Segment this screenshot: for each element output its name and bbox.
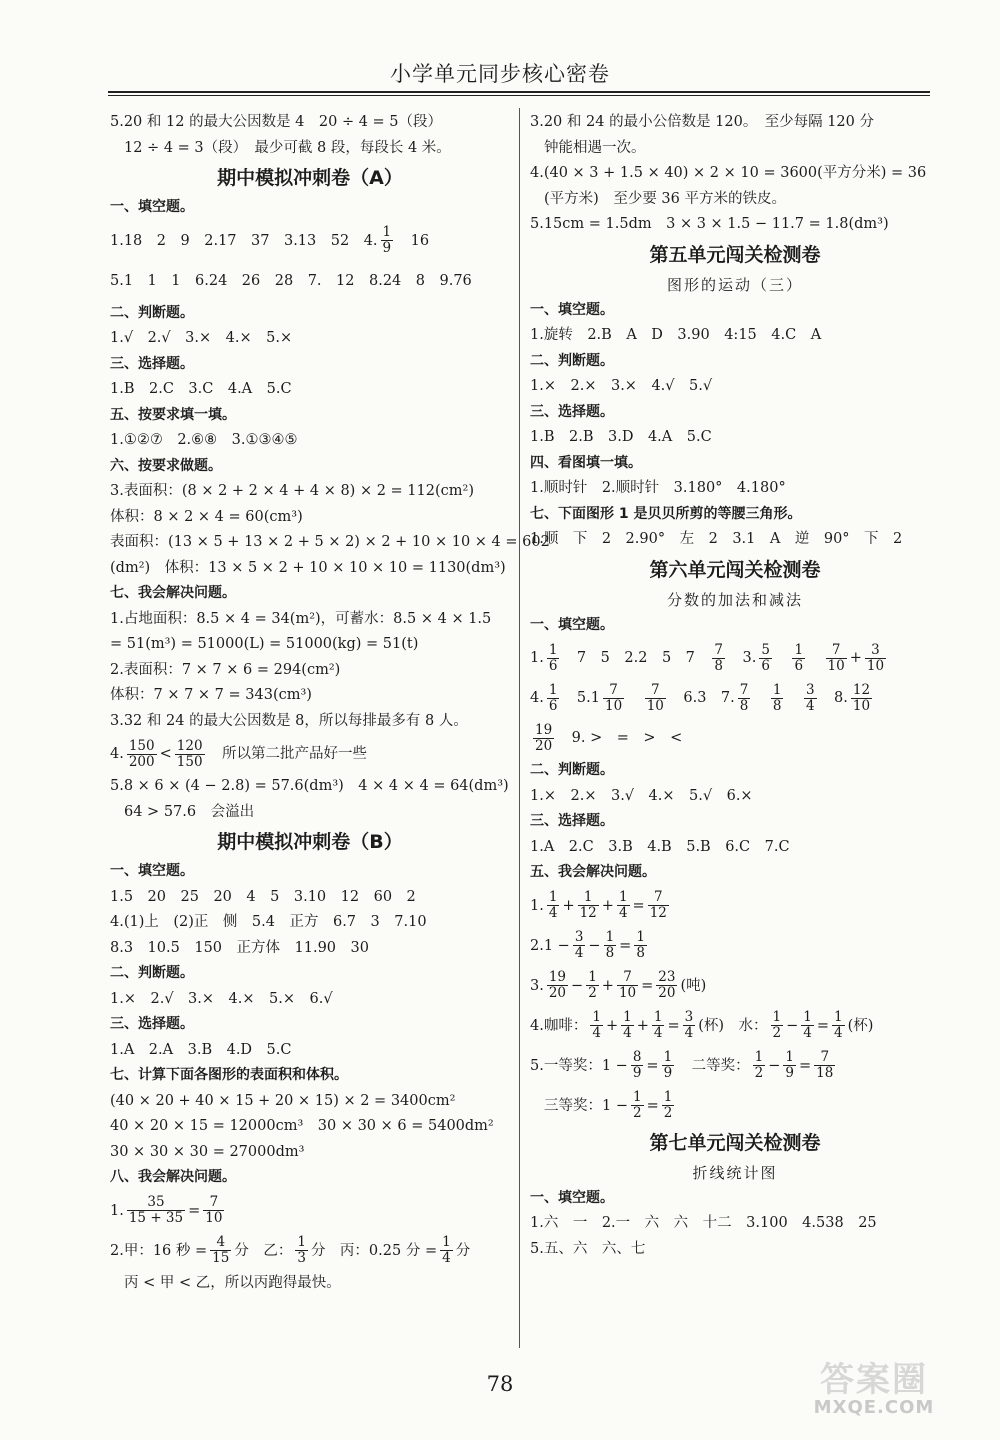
answer-text: 分 乙：	[234, 1242, 293, 1259]
answer-line: 体积：7 × 7 × 7 = 343(cm³)	[110, 687, 312, 703]
answer-line: (dm²) 体积：13 × 5 × 2 + 10 × 10 × 10 = 1130(dm³)	[110, 559, 506, 576]
fraction	[662, 1050, 675, 1081]
answer-line: (40 × 20 + 40 × 15 + 20 × 15) × 2 = 3400cm²	[110, 1092, 456, 1109]
fraction	[603, 683, 624, 714]
fraction	[652, 1010, 665, 1041]
fraction-denominator: 2	[632, 1105, 642, 1121]
answer-line: 1.B 2.C 3.C 4.A 5.C	[110, 381, 292, 397]
answer-line	[110, 1231, 510, 1271]
question-heading: 三、选择题。	[530, 813, 614, 829]
answer-line: 1.占地面积：8.5 × 4 = 34(m²)，可蓄水：8.5 × 4 × 1.5	[110, 610, 492, 627]
fraction-numerator: 1	[632, 1089, 642, 1105]
answer-line: 1.× 2.√ 3.× 4.× 5.× 6.√	[110, 990, 333, 1007]
answer-text: =	[799, 1057, 812, 1074]
section-title: 第五单元闯关检测卷	[649, 243, 821, 266]
answer-text: −	[768, 1057, 781, 1074]
answer-line: 4.(40 × 3 + 1.5 × 40) × 2 × 10 = 3600(平方分米) = 36	[530, 165, 927, 181]
fraction-numerator: 7	[603, 683, 624, 699]
fraction-denominator: 8	[636, 945, 645, 961]
answer-text: +	[601, 897, 614, 914]
answer-text: 分 丙：0.25 分 =	[310, 1242, 438, 1259]
answer-line: 1.六 一 2.一 六 六 十二 3.100 4.538 25	[530, 1215, 877, 1231]
fraction-denominator: 6	[548, 697, 558, 714]
fraction-numerator: 1	[548, 681, 558, 698]
answer-line: 表面积：(13 × 5 + 13 × 2 + 5 × 2) × 2 + 10 × 10 × 4 = 602	[110, 534, 550, 550]
answer-line: 丙 < 甲 < 乙，所以丙跑得最快。	[124, 1274, 341, 1291]
fraction-denominator: 8	[772, 697, 782, 714]
answer-text: 6.3 7.	[668, 690, 735, 706]
question-heading: 八、我会解决问题。	[110, 1169, 236, 1185]
fraction	[590, 1010, 603, 1041]
answer-line	[530, 678, 940, 718]
question-heading: 一、填空题。	[110, 863, 194, 879]
answer-line: 1.× 2.× 3.√ 4.× 5.√ 6.×	[530, 787, 753, 804]
fraction	[295, 1235, 308, 1266]
fraction	[621, 1010, 634, 1041]
fraction	[547, 683, 560, 714]
answer-text: 1.18 2 9 2.17 37 3.13 52 4.	[110, 232, 378, 249]
question-heading: 三、选择题。	[530, 403, 614, 420]
fraction	[801, 1010, 814, 1041]
fraction-numerator: 1	[794, 641, 804, 658]
answer-text: +	[601, 977, 614, 994]
answer-text	[775, 650, 790, 666]
question-heading: 三、选择题。	[110, 355, 194, 372]
fraction-numerator: 1	[548, 889, 558, 905]
fraction-numerator: 1	[442, 1234, 451, 1250]
fraction-numerator: 1	[578, 890, 599, 906]
fraction-denominator: 10	[205, 1210, 223, 1226]
answer-text: 1.	[530, 650, 544, 666]
question-heading: 三、选择题。	[110, 1016, 194, 1032]
fraction-numerator: 4	[210, 1235, 231, 1251]
fraction-numerator: 3	[805, 681, 815, 698]
fraction	[826, 643, 847, 674]
fraction-denominator: 6	[761, 657, 770, 674]
fraction-denominator: 9	[663, 1065, 673, 1081]
fraction-denominator: 8	[714, 657, 723, 674]
answer-line	[530, 718, 940, 758]
answer-text: =	[188, 1202, 201, 1219]
fraction	[712, 643, 725, 674]
fraction-denominator: 15	[212, 1250, 230, 1266]
question-heading: 六、按要求做题。	[110, 457, 222, 474]
answer-line	[530, 1086, 940, 1126]
answer-text: (杯)	[847, 1017, 874, 1034]
answer-line: 1.A 2.A 3.B 4.D 5.C	[110, 1041, 292, 1058]
fraction	[604, 930, 617, 961]
answer-text: 4.咖啡：	[530, 1017, 588, 1034]
answer-text: =	[816, 1017, 830, 1034]
fraction-numerator: 8	[632, 1049, 642, 1065]
answer-line: 64 > 57.6 会溢出	[124, 803, 255, 820]
answer-line: 5.20 和 12 的最大公因数是 4 20 ÷ 4 = 5（段）	[110, 114, 443, 130]
question-heading: 四、看图填一填。	[530, 454, 642, 471]
answer-line	[530, 1006, 940, 1046]
answer-line	[530, 926, 940, 966]
fraction-numerator: 7	[645, 683, 666, 699]
answer-text: 二等奖：	[677, 1057, 750, 1074]
fraction-denominator: 2	[588, 985, 597, 1001]
question-heading: 二、判断题。	[110, 965, 194, 981]
fraction-denominator: 20	[548, 985, 567, 1001]
answer-line: 体积：8 × 2 × 4 = 60(cm³)	[110, 508, 303, 525]
answer-text: <	[159, 746, 172, 762]
fraction	[573, 930, 586, 961]
fraction-numerator: 1	[834, 1009, 843, 1025]
answer-text: 8.	[819, 690, 848, 706]
answer-text: 1.	[530, 897, 544, 914]
watermark-logo: 答案圈	[820, 1360, 928, 1400]
fraction-numerator: 7	[648, 890, 669, 906]
answer-text: 2.甲：16 秒 =	[110, 1242, 208, 1259]
fraction-numerator: 1	[605, 929, 615, 945]
fraction	[547, 643, 560, 674]
answer-line: 5.1 1 1 6.24 26 28 7. 12 8.24 8 9.76	[110, 272, 472, 289]
fraction	[127, 1195, 185, 1226]
question-heading: 二、判断题。	[530, 762, 614, 778]
answer-line: 3.20 和 24 的最小公倍数是 120。 至少每隔 120 分	[530, 114, 874, 130]
answer-line: 钟能相遇一次。	[544, 139, 646, 156]
fraction-denominator: 9	[382, 240, 392, 256]
fraction	[783, 1050, 796, 1081]
answer-text: 9. > = > <	[557, 730, 683, 746]
question-heading: 七、计算下面各图形的表面积和体积。	[110, 1067, 348, 1083]
fraction-denominator: 12	[649, 905, 667, 921]
fraction-denominator: 10	[866, 657, 885, 674]
fraction-numerator: 1	[772, 1009, 782, 1025]
fraction-denominator: 15 + 35	[128, 1210, 184, 1226]
answer-text	[627, 690, 642, 706]
fraction-denominator: 4	[803, 1025, 812, 1041]
fraction-denominator: 4	[618, 905, 628, 921]
fraction	[210, 1235, 231, 1266]
fraction	[759, 643, 772, 674]
fraction-numerator: 7	[826, 643, 847, 659]
fraction	[617, 970, 638, 1001]
fraction-numerator: 1	[588, 969, 597, 985]
answer-text	[786, 690, 801, 706]
section-subtitle: 折线统计图	[692, 1163, 778, 1182]
fraction	[578, 890, 599, 921]
answer-text: 3.	[530, 977, 544, 994]
answer-text: 2.1 −	[530, 937, 570, 954]
fraction-denominator: 2	[772, 1025, 782, 1041]
answer-text: 5.一等奖：1 −	[530, 1057, 628, 1074]
fraction	[648, 890, 669, 921]
fraction-denominator: 18	[816, 1065, 834, 1081]
fraction-denominator: 4	[442, 1250, 451, 1266]
fraction-denominator: 6	[794, 657, 804, 674]
question-heading: 七、我会解决问题。	[110, 585, 236, 601]
answer-line: 12 ÷ 4 = 3（段） 最少可截 8 段，每段长 4 米。	[124, 139, 451, 156]
answer-text: =	[619, 937, 632, 954]
question-heading: 一、填空题。	[110, 199, 194, 215]
answer-line: 1.√ 2.√ 3.× 4.× 5.×	[110, 330, 293, 346]
question-heading: 一、填空题。	[530, 616, 614, 633]
fraction-denominator: 20	[535, 737, 553, 754]
watermark	[794, 1352, 954, 1418]
fraction-numerator: 3	[865, 643, 886, 659]
fraction	[634, 930, 647, 961]
answer-line: 1.顺 下 2 2.90° 左 2 3.1 A 逆 90° 下 2	[530, 531, 903, 547]
section-subtitle: 分数的加法和减法	[666, 590, 803, 609]
fraction-denominator: 10	[827, 657, 845, 674]
question-heading: 五、我会解决问题。	[530, 864, 656, 880]
fraction-numerator: 19	[548, 969, 567, 985]
answer-line	[530, 966, 940, 1006]
fraction-numerator: 1	[623, 1009, 632, 1025]
fraction-denominator: 150	[176, 753, 203, 770]
question-heading: 二、判断题。	[110, 304, 194, 321]
section-title: 期中模拟冲刺卷（B）	[217, 831, 403, 853]
fraction-numerator: 1	[754, 1049, 764, 1065]
answer-text	[808, 650, 823, 666]
answer-text: 5.1	[562, 690, 600, 706]
answer-line: 2.表面积：7 × 7 × 6 = 294(cm²)	[110, 661, 341, 678]
fraction	[645, 683, 666, 714]
right-column	[530, 110, 940, 1262]
answer-line	[110, 734, 510, 774]
question-heading: 五、按要求填一填。	[110, 406, 236, 423]
answer-line: 30 × 30 × 30 = 27000dm³	[110, 1143, 305, 1160]
answer-text: (杯) 水：	[698, 1017, 768, 1034]
fraction-numerator: 19	[535, 721, 553, 738]
answer-text: +	[562, 897, 575, 914]
fraction-numerator: 7	[739, 681, 749, 698]
answer-line: 5.15cm = 1.5dm 3 × 3 × 1.5 − 11.7 = 1.8(dm³)	[530, 216, 889, 232]
answer-line: (平方米) 至少要 36 平方米的铁皮。	[544, 190, 786, 207]
fraction-denominator: 4	[684, 1025, 694, 1041]
answer-text: (吨)	[680, 977, 707, 994]
answer-text: 4.	[110, 746, 124, 762]
answer-line: 40 × 20 × 15 = 12000cm³ 30 × 30 × 6 = 5400dm²	[110, 1118, 494, 1134]
fraction-numerator: 7	[714, 641, 723, 658]
answer-text: +	[605, 1017, 619, 1034]
fraction	[656, 970, 677, 1001]
fraction	[771, 1010, 784, 1041]
answer-text: 三等奖：1 −	[544, 1097, 628, 1114]
fraction-numerator: 1	[803, 1009, 812, 1025]
fraction-numerator: 1	[663, 1049, 673, 1065]
fraction-numerator: 1	[785, 1049, 795, 1065]
fraction-denominator: 4	[653, 1025, 663, 1041]
fraction-denominator: 10	[646, 697, 664, 714]
fraction-numerator: 1	[636, 929, 645, 945]
question-heading: 一、填空题。	[530, 301, 614, 318]
fraction-denominator: 4	[623, 1025, 632, 1041]
answer-line	[530, 638, 940, 678]
left-column	[110, 110, 550, 1296]
fraction	[832, 1010, 845, 1041]
column-divider	[519, 108, 520, 1348]
fraction	[804, 683, 817, 714]
answer-line: 3.表面积：(8 × 2 + 2 × 4 + 4 × 8) × 2 = 112(cm²)	[110, 483, 474, 499]
fraction-numerator: 1	[618, 889, 628, 905]
answer-line: = 51(m³) = 51000(L) = 51000(kg) = 51(t)	[110, 636, 419, 652]
fraction-numerator: 1	[592, 1009, 601, 1025]
answer-line	[530, 1046, 940, 1086]
fraction	[381, 225, 394, 256]
fraction	[203, 1195, 224, 1226]
answer-line	[110, 221, 510, 261]
answer-text: =	[641, 977, 654, 994]
answer-line	[110, 1191, 510, 1231]
answer-text: 1.	[110, 1202, 124, 1219]
fraction-numerator: 1	[653, 1009, 663, 1025]
answer-text: 4.	[530, 690, 544, 706]
fraction-numerator: 7	[617, 970, 638, 986]
fraction-denominator: 200	[128, 753, 155, 770]
fraction-denominator: 10	[852, 697, 871, 714]
fraction-numerator: 150	[128, 737, 155, 754]
fraction-numerator: 3	[684, 1009, 694, 1025]
fraction-denominator: 3	[297, 1250, 306, 1266]
fraction-numerator: 1	[663, 1089, 673, 1105]
answer-text: =	[646, 1057, 659, 1074]
answer-text: =	[646, 1097, 659, 1114]
fraction	[683, 1010, 696, 1041]
fraction-numerator: 35	[127, 1195, 185, 1211]
page-number: 78	[486, 1372, 514, 1396]
answer-line: 1.A 2.C 3.B 4.B 5.B 6.C 7.C	[530, 838, 790, 855]
fraction	[175, 739, 205, 770]
answer-line: 1.B 2.B 3.D 4.A 5.C	[530, 429, 712, 445]
answer-text: =	[632, 897, 645, 914]
fraction	[533, 723, 554, 754]
fraction	[792, 643, 805, 674]
fraction-denominator: 4	[592, 1025, 601, 1041]
fraction	[753, 1050, 766, 1081]
answer-line: 1.顺时针 2.顺时针 3.180° 4.180°	[530, 480, 786, 496]
fraction-numerator: 1	[548, 641, 558, 658]
answer-text: +	[636, 1017, 649, 1034]
fraction-denominator: 12	[579, 905, 597, 921]
fraction-numerator: 120	[176, 737, 203, 754]
answer-text: −	[786, 1017, 799, 1034]
fraction-denominator: 8	[739, 697, 749, 714]
watermark-url: MXQE.COM	[813, 1397, 935, 1418]
question-heading: 一、填空题。	[530, 1189, 614, 1206]
answer-text	[753, 690, 768, 706]
fraction-numerator: 7	[203, 1195, 224, 1211]
answer-text: =	[667, 1017, 680, 1034]
fraction	[865, 643, 886, 674]
fraction-denominator: 10	[618, 985, 637, 1001]
answer-line: 3.32 和 24 的最大公因数是 8，所以每排最多有 8 人。	[110, 712, 468, 729]
fraction	[617, 890, 630, 921]
answer-line: 5.五、六 六、七	[530, 1240, 646, 1257]
fraction-numerator: 1	[297, 1234, 306, 1250]
fraction-denominator: 4	[574, 945, 584, 961]
header-title: 小学单元同步核心密卷	[390, 62, 610, 86]
fraction-numerator: 1	[772, 681, 782, 698]
fraction-numerator: 7	[814, 1050, 835, 1066]
fraction-numerator: 1	[382, 224, 392, 240]
question-heading: 七、下面图形 1 是贝贝所剪的等腰三角形。	[530, 505, 802, 522]
fraction-denominator: 2	[754, 1065, 764, 1081]
section-subtitle: 图形的运动（三）	[666, 275, 803, 294]
answer-text: −	[588, 937, 601, 954]
fraction-denominator: 20	[658, 985, 676, 1001]
fraction	[586, 970, 599, 1001]
fraction-denominator: 10	[605, 697, 623, 714]
fraction-denominator: 9	[785, 1065, 795, 1081]
fraction	[547, 970, 568, 1001]
fraction	[738, 683, 751, 714]
answer-line: 1.旋转 2.B A D 3.90 4:15 4.C A	[530, 327, 822, 343]
fraction	[440, 1235, 453, 1266]
answer-text: +	[849, 650, 862, 666]
fraction	[814, 1050, 835, 1081]
fraction	[662, 1090, 675, 1121]
fraction	[771, 683, 784, 714]
fraction-denominator: 8	[605, 945, 615, 961]
fraction	[851, 683, 872, 714]
question-heading: 二、判断题。	[530, 352, 614, 369]
answer-line	[530, 886, 940, 926]
fraction-numerator: 3	[574, 929, 584, 945]
header-rule-thin	[108, 95, 930, 96]
fraction	[547, 890, 560, 921]
answer-line: 1.5 20 25 20 4 5 3.10 12 60 2	[110, 888, 416, 905]
answer-text: 所以第二批产品好一些	[207, 746, 368, 762]
answer-text: −	[571, 977, 584, 994]
fraction-denominator: 9	[632, 1065, 642, 1081]
fraction-numerator: 5	[761, 641, 770, 658]
fraction	[631, 1090, 644, 1121]
answer-text: 3.	[728, 650, 757, 666]
section-title: 第七单元闯关检测卷	[649, 1131, 821, 1154]
answer-line: 1.①②⑦ 2.⑥⑧ 3.①③④⑤	[110, 432, 298, 448]
answer-text: 16	[396, 232, 430, 249]
fraction-denominator: 4	[548, 905, 558, 921]
fraction-denominator: 6	[548, 657, 558, 674]
section-title: 期中模拟冲刺卷（A）	[217, 167, 403, 189]
fraction-denominator: 4	[805, 697, 815, 714]
answer-line: 5.8 × 6 × (4 − 2.8) = 57.6(dm³) 4 × 4 × 4 = 64(dm³)	[110, 778, 509, 794]
fraction-numerator: 12	[852, 681, 871, 698]
fraction	[631, 1050, 644, 1081]
fraction-denominator: 2	[663, 1105, 673, 1121]
answer-text: 7 5 2.2 5 7	[562, 650, 710, 666]
answer-line: 4.(1)上 (2)正 侧 5.4 正方 6.7 3 7.10	[110, 914, 427, 930]
answer-line: 8.3 10.5 150 正方体 11.90 30	[110, 939, 369, 956]
answer-line: 1.× 2.× 3.× 4.√ 5.√	[530, 378, 713, 394]
section-title: 第六单元闯关检测卷	[649, 558, 821, 581]
header-rule	[108, 91, 930, 93]
answer-text: 分	[455, 1242, 471, 1259]
fraction-denominator: 4	[834, 1025, 843, 1041]
fraction	[127, 739, 157, 770]
fraction-numerator: 23	[658, 969, 676, 985]
